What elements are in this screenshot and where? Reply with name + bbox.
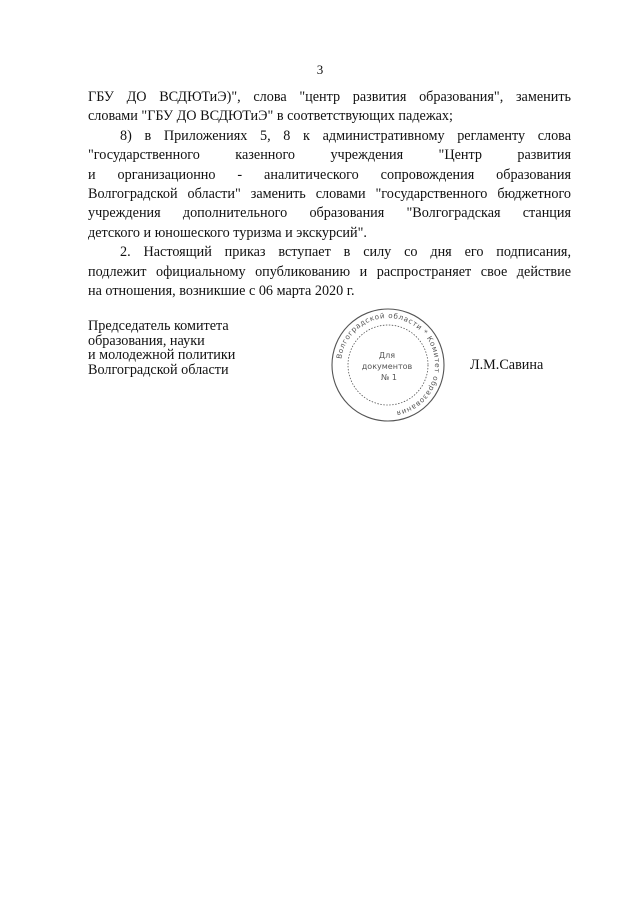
paragraph-continuation	[88, 88, 571, 127]
text-line: словами "ГБУ ДО ВСДЮТиЭ" в соответствующих падежах;	[88, 108, 453, 125]
official-stamp	[329, 306, 447, 424]
signer-position-line: и молодежной политики	[88, 347, 236, 364]
signer-position-line: Председатель комитета	[88, 318, 229, 334]
stamp-center-line: документов	[361, 362, 413, 371]
text-line: ГБУ ДО ВСДЮТиЭ)", слова "центр развития образования", заменить	[88, 89, 571, 105]
text-line: учреждения дополнительного образования "Волгоградская станция	[88, 205, 571, 222]
signer-name: Л.М.Савина	[470, 357, 544, 373]
text-line: "государственного казенного учреждения "Центр развития	[88, 147, 571, 164]
stamp-center-line: Для	[378, 351, 396, 360]
text-line: детского и юношеского туризма и экскурсий".	[88, 224, 367, 241]
document-body	[88, 88, 571, 301]
paragraph-item-8	[88, 127, 571, 243]
stamp-center-line: № 1	[381, 373, 397, 382]
signer-position-line: образования, науки	[88, 332, 205, 349]
text-line: на отношения, возникшие с 06 марта 2020 г.	[88, 283, 355, 300]
stamp-ring-text: Волгоградской области * Комитет образования	[334, 310, 443, 419]
signer-position	[88, 319, 235, 377]
text-line: 8) в Приложениях 5, 8 к административному регламенту слова	[120, 127, 571, 144]
signer-position-line: Волгоградской области	[88, 361, 229, 378]
paragraph-item-2	[88, 243, 571, 301]
text-line: и организационно - аналитического сопровождения образования	[88, 166, 571, 183]
text-line: подлежит официальному опубликованию и распространяет свое действие	[88, 263, 571, 280]
page-number: 3	[316, 62, 324, 77]
text-line: Волгоградской области" заменить словами "государственного бюджетного	[88, 186, 571, 203]
text-line: 2. Настоящий приказ вступает в силу со дня его подписания,	[120, 244, 571, 261]
